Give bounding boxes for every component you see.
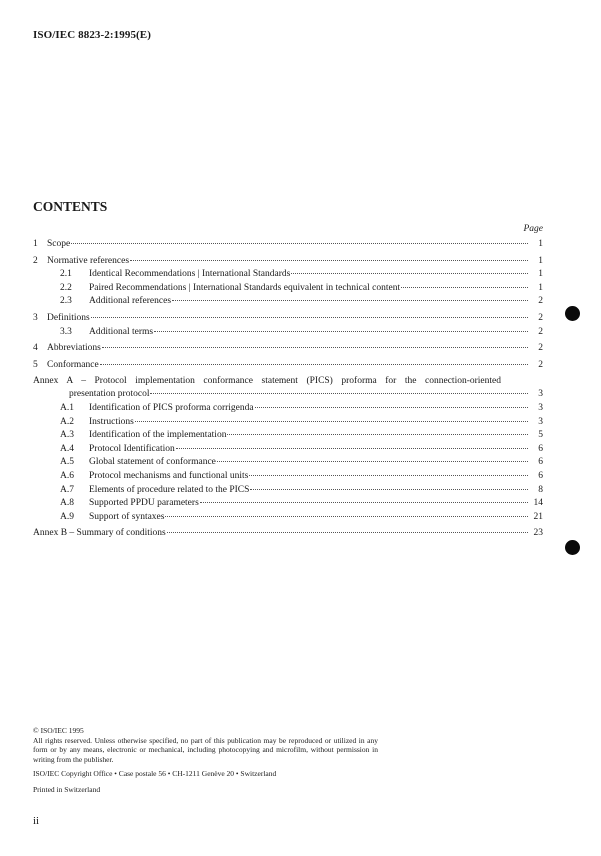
dot-leader: [200, 501, 528, 503]
toc-page: 23: [533, 528, 543, 539]
toc-title: Annex B – Summary of conditions: [33, 528, 166, 539]
dot-leader: [227, 433, 528, 435]
page-column-label: Page: [523, 224, 543, 234]
dot-leader: [291, 272, 528, 274]
toc-title: Abbreviations: [47, 343, 101, 354]
toc-title: Support of syntaxes: [89, 511, 165, 522]
toc-page: 1: [538, 255, 543, 266]
toc-title: Conformance: [47, 359, 99, 370]
dot-leader: [91, 316, 528, 318]
dot-leader: [135, 420, 528, 422]
toc-entry-2-1[interactable]: [33, 268, 543, 282]
toc-entry-a-3[interactable]: [33, 429, 543, 443]
toc-entry-a-6[interactable]: [33, 470, 543, 484]
toc-title: Annex A – Protocol implementation conformance statement (PICS) proforma for the connection-oriented: [33, 376, 501, 387]
toc-number: 1: [33, 239, 38, 249]
toc-entry-a-5[interactable]: [33, 456, 543, 470]
toc-title: Identification of PICS proforma corrigenda: [89, 402, 254, 413]
dot-leader: [150, 392, 528, 394]
toc-number: A.5: [60, 457, 74, 468]
copyright-line: © ISO/IEC 1995: [33, 726, 84, 735]
toc-title: Elements of procedure related to the PICS: [89, 484, 250, 495]
toc-entry-conformance[interactable]: [33, 359, 543, 373]
toc-entry-normative-references[interactable]: [33, 255, 543, 269]
rights-statement: All rights reserved. Unless otherwise specified, no part of this publication may be reproduced or utilized in any form or by any means, electronic or mechanical, including photocopying and microfilm, without permission in writing from the publisher.: [33, 735, 378, 764]
dot-leader: [217, 460, 528, 462]
printed-in: Printed in Switzerland: [33, 784, 101, 794]
toc-page: 6: [538, 457, 543, 468]
toc-number: 2.2: [60, 282, 72, 293]
toc-number: A.1: [60, 402, 74, 413]
dot-leader: [154, 330, 528, 332]
revision-bullet-marker: [565, 540, 580, 555]
toc-title: Instructions: [89, 416, 134, 427]
contents-title: CONTENTS: [33, 199, 108, 214]
toc-page: 1: [538, 239, 543, 249]
toc-entry-a-9[interactable]: [33, 511, 543, 525]
toc-title: Additional terms: [89, 326, 154, 337]
dot-leader: [165, 515, 528, 517]
dot-leader: [255, 406, 528, 408]
copyright-notice: [33, 726, 378, 794]
toc-entry-scope[interactable]: [33, 238, 543, 252]
dot-leader: [130, 259, 528, 261]
toc-entry-3-3[interactable]: [33, 326, 543, 340]
toc-title: Definitions: [47, 312, 90, 323]
toc-page: 2: [538, 312, 543, 323]
toc-entry-abbreviations[interactable]: [33, 342, 543, 356]
toc-page: 2: [538, 296, 543, 307]
toc-entry-a-1[interactable]: [33, 402, 543, 416]
toc-number: 3: [33, 312, 38, 323]
toc-entry-a-4[interactable]: [33, 443, 543, 457]
toc-title: Protocol Identification: [89, 443, 175, 454]
toc-title-continued: presentation protocol: [69, 389, 150, 400]
toc-title: Paired Recommendations | International Standards equivalent in technical content: [89, 282, 401, 293]
toc-number: 2: [33, 255, 38, 266]
toc-entry-a-2[interactable]: [33, 416, 543, 430]
dot-leader: [172, 299, 528, 301]
toc-page: 6: [538, 443, 543, 454]
toc-page: 14: [533, 498, 543, 509]
toc-number: A.7: [60, 484, 74, 495]
toc-page: 3: [538, 389, 543, 400]
dot-leader: [71, 242, 528, 244]
dot-leader: [100, 363, 528, 365]
toc-title: Identification of the implementation: [89, 430, 227, 441]
toc-page: 1: [538, 282, 543, 293]
toc-number: 2.1: [60, 269, 72, 280]
toc-number: 5: [33, 359, 38, 370]
dot-leader: [250, 488, 528, 490]
toc-entry-a-7[interactable]: [33, 484, 543, 498]
toc-entry-2-2[interactable]: [33, 282, 543, 296]
toc-page: 8: [538, 484, 543, 495]
toc-number: A.9: [60, 511, 74, 522]
toc-number: 2.3: [60, 296, 72, 307]
toc-number: A.3: [60, 430, 74, 441]
revision-bullet-marker: [565, 306, 580, 321]
toc-number: 4: [33, 343, 38, 354]
toc-number: A.8: [60, 498, 74, 509]
table-of-contents: [33, 238, 543, 541]
page-number: ii: [33, 815, 40, 827]
toc-entry-2-3[interactable]: [33, 295, 543, 309]
toc-page: 3: [538, 402, 543, 413]
dot-leader: [102, 346, 528, 348]
toc-title: Protocol mechanisms and functional units: [89, 470, 249, 481]
toc-number: A.2: [60, 416, 74, 427]
toc-page: 6: [538, 470, 543, 481]
dot-leader: [176, 447, 528, 449]
dot-leader: [249, 474, 528, 476]
toc-entry-definitions[interactable]: [33, 312, 543, 326]
toc-entry-annex-a[interactable]: [33, 375, 543, 402]
toc-page: 3: [538, 416, 543, 427]
toc-page: 1: [538, 269, 543, 280]
dot-leader: [167, 531, 528, 533]
toc-number: A.4: [60, 443, 74, 454]
toc-title: Global statement of conformance: [89, 457, 216, 468]
toc-title: Supported PPDU parameters: [89, 498, 199, 509]
toc-page: 2: [538, 343, 543, 354]
toc-number: A.6: [60, 470, 74, 481]
toc-entry-a-8[interactable]: [33, 497, 543, 511]
toc-page: 2: [538, 359, 543, 370]
toc-title: Additional references: [89, 296, 172, 307]
toc-title: Normative references: [47, 255, 130, 266]
toc-title: Identical Recommendations | International Standards: [89, 269, 291, 280]
toc-entry-annex-b[interactable]: [33, 527, 543, 541]
toc-page: 2: [538, 326, 543, 337]
toc-number: 3.3: [60, 326, 72, 337]
document-id-header: ISO/IEC 8823-2:1995(E): [33, 29, 152, 41]
toc-page: 21: [533, 511, 543, 522]
toc-title: Scope: [47, 239, 71, 249]
dot-leader: [401, 286, 528, 288]
copyright-office-address: ISO/IEC Copyright Office • Case postale 56 • CH-1211 Genève 20 • Switzerland: [33, 769, 277, 778]
toc-page: 5: [538, 430, 543, 441]
